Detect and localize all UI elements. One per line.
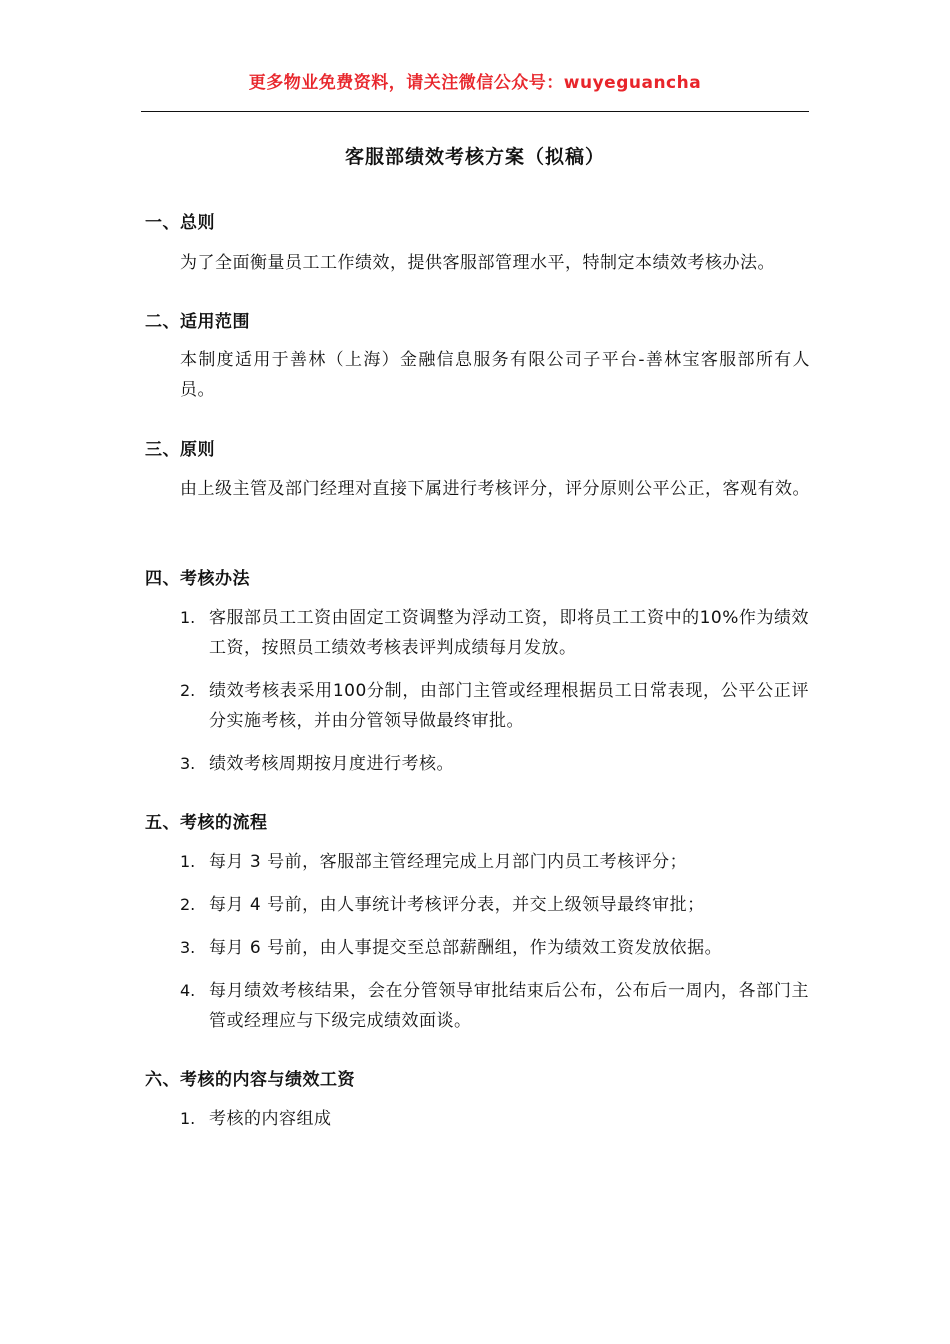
header-divider	[141, 111, 809, 112]
list-text: 每月 3 号前，客服部主管经理完成上月部门内员工考核评分；	[209, 852, 688, 872]
list-text: 绩效考核表采用100分制，由部门主管或经理根据员工日常表现，公平公正评分实施考核，并由分管领导做最终审批。	[209, 681, 809, 731]
section-heading: 五、考核的流程	[145, 813, 268, 833]
section-heading: 三、原则	[145, 440, 215, 460]
list-number: 2.	[180, 895, 196, 914]
list-text: 绩效考核周期按月度进行考核。	[209, 754, 454, 774]
section-paragraph: 本制度适用于善林（上海）金融信息服务有限公司子平台-善林宝客服部所有人员。	[180, 350, 810, 400]
section-heading: 四、考核办法	[145, 569, 250, 589]
list-number: 4.	[180, 981, 196, 1000]
section-paragraph: 为了全面衡量员工工作绩效，提供客服部管理水平，特制定本绩效考核办法。	[180, 253, 775, 273]
list-number: 1.	[180, 1109, 196, 1128]
document-title: 客服部绩效考核方案（拟稿）	[344, 146, 605, 168]
list-text: 每月 6 号前，由人事提交至总部薪酬组，作为绩效工资发放依据。	[209, 938, 723, 958]
section-heading: 二、适用范围	[145, 312, 250, 332]
section-heading: 一、总则	[145, 213, 215, 233]
list-number: 3.	[180, 754, 196, 773]
list-number: 3.	[180, 938, 196, 957]
list-number: 1.	[180, 608, 196, 627]
section-heading: 六、考核的内容与绩效工资	[145, 1070, 355, 1090]
list-text: 考核的内容组成	[209, 1109, 332, 1129]
list-number: 1.	[180, 852, 196, 871]
list-text: 每月 4 号前，由人事统计考核评分表，并交上级领导最终审批；	[209, 895, 705, 915]
promo-banner: 更多物业免费资料，请关注微信公众号：wuyeguancha	[248, 73, 702, 93]
list-number: 2.	[180, 681, 196, 700]
list-text: 每月绩效考核结果，会在分管领导审批结束后公布，公布后一周内，各部门主管或经理应与下级完成绩效面谈。	[209, 981, 809, 1031]
section-paragraph: 由上级主管及部门经理对直接下属进行考核评分，评分原则公平公正，客观有效。	[180, 479, 810, 499]
list-text: 客服部员工工资由固定工资调整为浮动工资，即将员工工资中的10%作为绩效工资，按照员工绩效考核表评判成绩每月发放。	[209, 608, 809, 658]
